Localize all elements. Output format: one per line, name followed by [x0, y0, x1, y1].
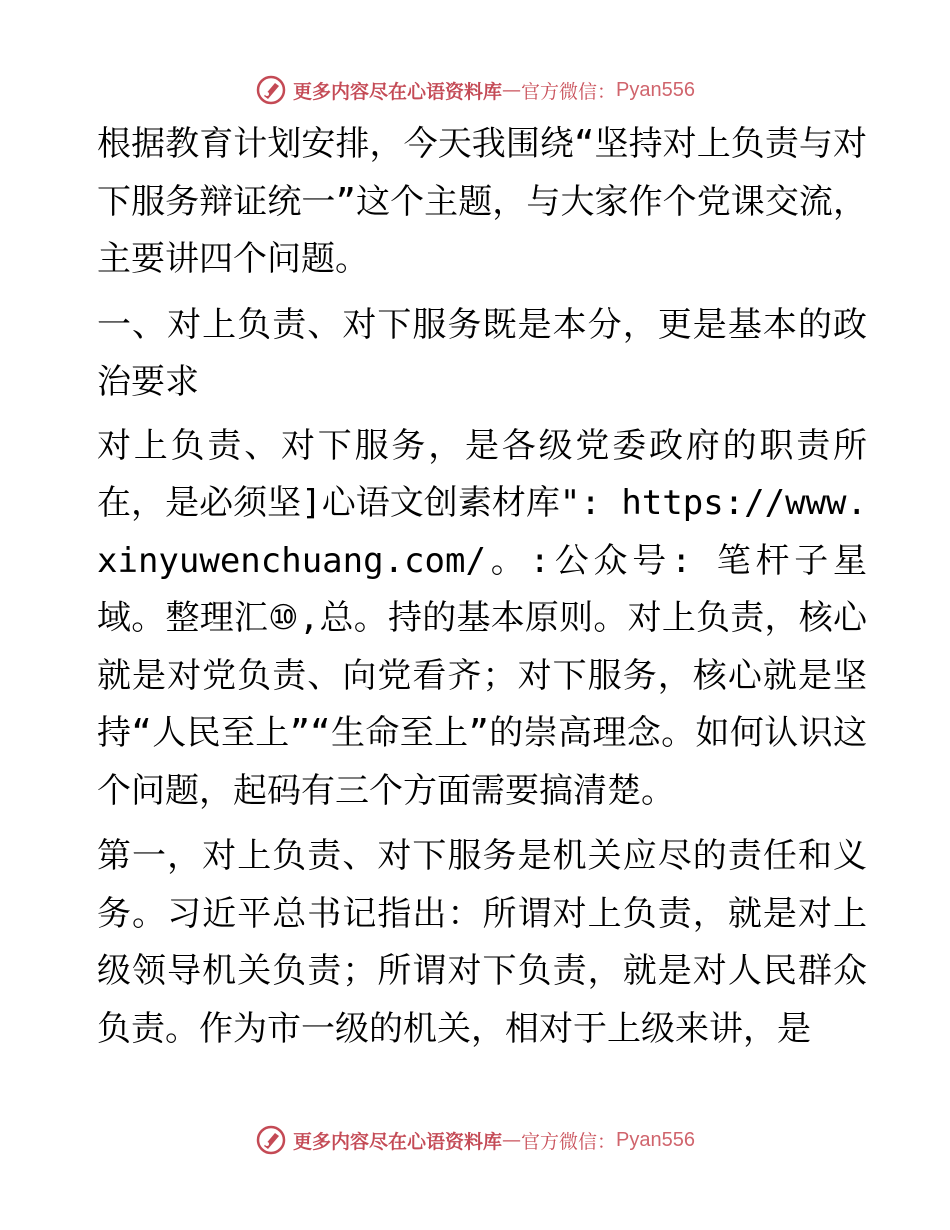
header-watermark-banner	[0, 70, 950, 110]
paragraph-intro: 根据教育计划安排，今天我围绕“坚持对上负责与对下服务辩证统一”这个主题，与大家作个党课交流，主要讲四个问题。	[97, 124, 867, 279]
document-body	[97, 116, 867, 1066]
paragraph-responsibility: 对上负责、对下服务，是各级党委政府的职责所在，是必须坚]心语文创素材库": https://www.xinyuwenchuang.com/。:公众号: 笔杆子星域。整理汇⑩,总。持的基本原则。对上负责，核心就是对党负责、向党看齐；对下服务，核心就是坚持“人民至上”“生命至上”的崇高理念。如何认识这个问题，起码有三个方面需要搞清楚。	[97, 425, 867, 811]
pen-nib-logo-icon	[255, 1124, 287, 1156]
banner-sub-text: 官方微信：	[521, 1130, 617, 1153]
footer-watermark-banner	[0, 1120, 950, 1160]
pen-nib-logo-icon	[255, 74, 287, 106]
banner-dash: —	[502, 79, 522, 101]
banner-main-text: 更多内容尽在心语资料库	[293, 1130, 503, 1153]
section-heading-one: 一、对上负责、对下服务既是本分，更是基本的政治要求	[97, 304, 867, 402]
paragraph-first-point: 第一，对上负责、对下服务是机关应尽的责任和义务。习近平总书记指出：所谓对上负责，就是对上级领导机关负责；所谓对下负责，就是对人民群众负责。作为市一级的机关，相对于上级来讲，是	[97, 836, 867, 1049]
banner-sub-text: 官方微信：	[521, 80, 617, 103]
banner-dash: —	[502, 1129, 522, 1151]
banner-wechat-id: Pyan556	[616, 1128, 695, 1151]
banner-main-text: 更多内容尽在心语资料库	[293, 80, 503, 103]
banner-wechat-id: Pyan556	[616, 78, 695, 101]
